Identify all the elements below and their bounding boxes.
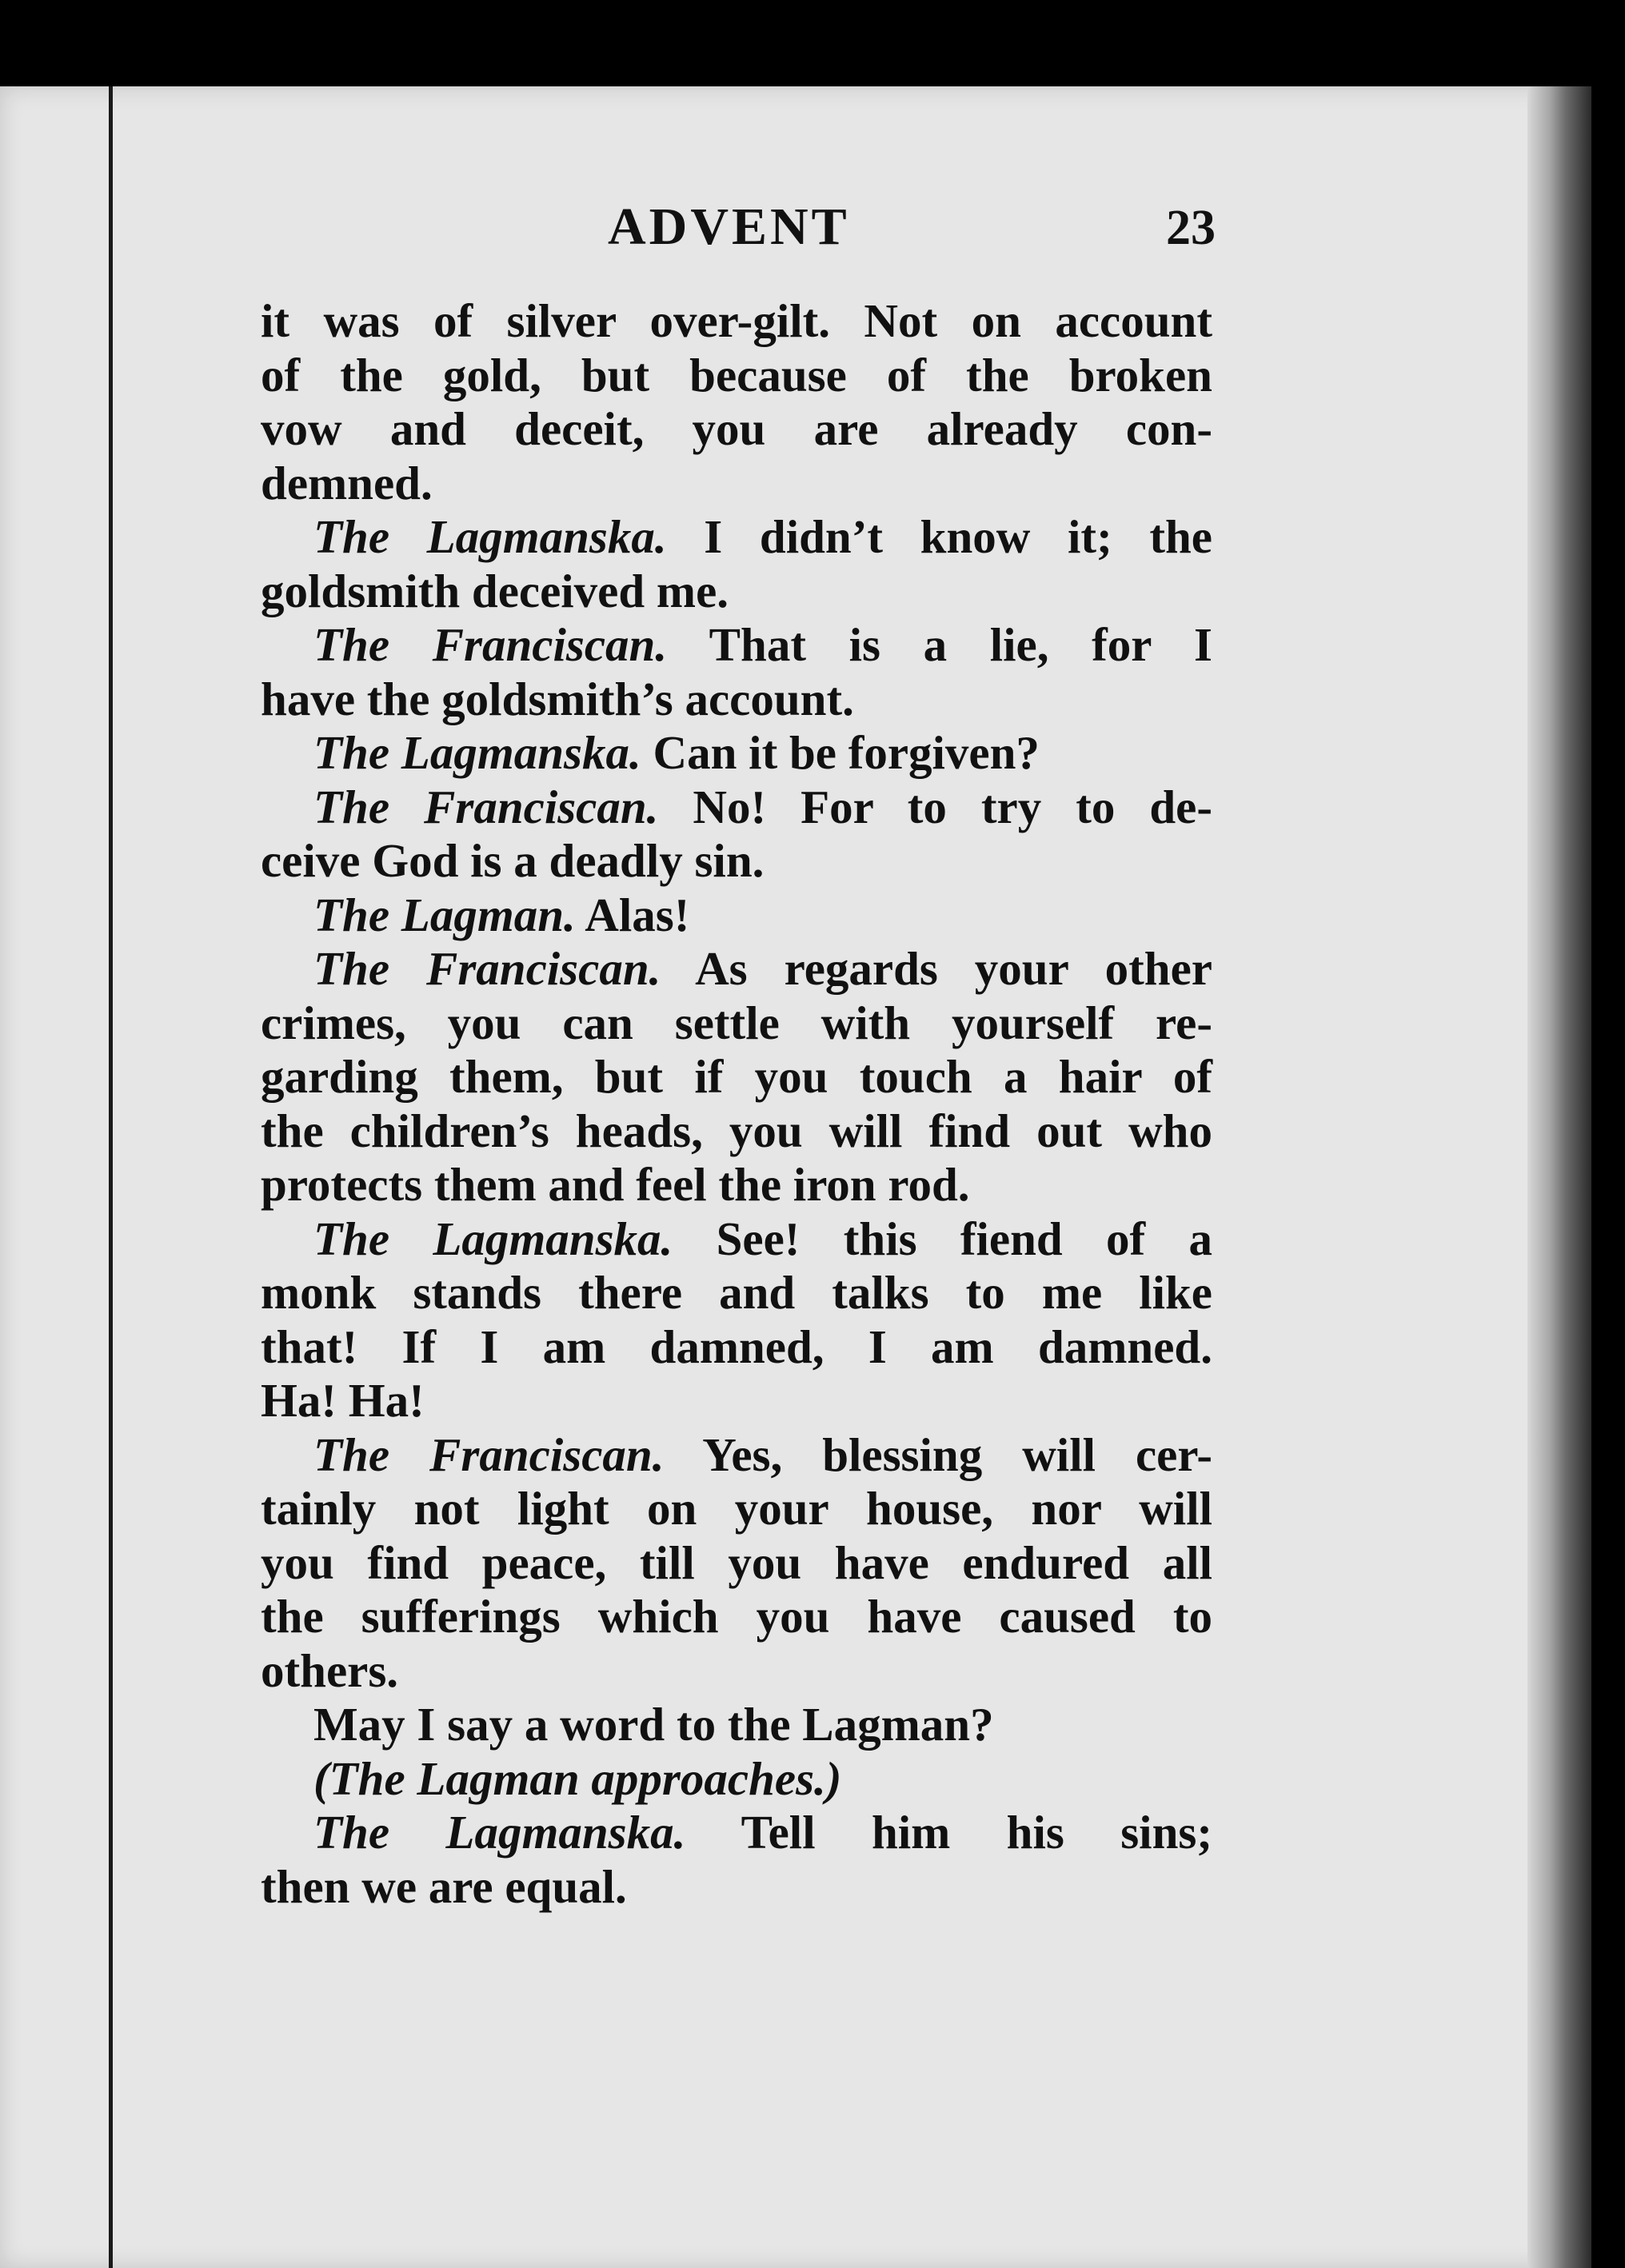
- speech-line: The Lagmanska. See! this fiend of a: [313, 1212, 1212, 1265]
- speech-line: The Franciscan. No! For to try to de-: [313, 780, 1212, 833]
- speech-line: The Lagman. Alas!: [313, 888, 690, 941]
- text-line: Ha! Ha!: [261, 1374, 425, 1427]
- page-number: 23: [1166, 201, 1216, 255]
- text-line: the children’s heads, you will find out who: [261, 1104, 1212, 1157]
- speech-line: The Franciscan. As regards your other: [313, 942, 1212, 995]
- speaker-name: The Lagmanska.: [313, 510, 667, 563]
- text-line: ceive God is a deadly sin.: [261, 834, 765, 887]
- speaker-name: The Lagmanska.: [313, 1806, 686, 1859]
- text-line: that! If I am damned, I am damned.: [261, 1320, 1212, 1373]
- text-line: it was of silver over-gilt. Not on account: [261, 294, 1212, 347]
- speaker-name: The Franciscan.: [313, 942, 661, 995]
- text-line: goldsmith deceived me.: [261, 564, 729, 617]
- speaker-name: The Lagmanska.: [313, 726, 641, 779]
- page-edge-shadow: [1527, 86, 1591, 2268]
- body-text: [261, 294, 1212, 1914]
- text-line: protects them and feel the iron rod.: [261, 1158, 970, 1211]
- speech-line: The Franciscan. Yes, blessing will cer-: [313, 1427, 1212, 1481]
- text-line: garding them, but if you touch a hair of: [261, 1050, 1212, 1103]
- left-margin-rule: [109, 86, 113, 2268]
- stage-direction: (The Lagman approaches.): [313, 1751, 842, 1805]
- speech-line: The Franciscan. That is a lie, for I: [313, 618, 1212, 671]
- text-line: then we are equal.: [261, 1859, 627, 1913]
- text-line: others.: [261, 1643, 399, 1697]
- speech-line: The Lagmanska. Can it be forgiven?: [313, 726, 1040, 779]
- text-line: crimes, you can settle with yourself re-: [261, 996, 1212, 1049]
- running-title: ADVENT: [608, 198, 850, 256]
- speaker-name: The Franciscan.: [313, 780, 659, 833]
- text-line: monk stands there and talks to me like: [261, 1266, 1212, 1319]
- text-line: the sufferings which you have caused to: [261, 1590, 1212, 1643]
- text-line: vow and deceit, you are already con-: [261, 402, 1212, 455]
- speaker-name: The Franciscan.: [313, 1427, 665, 1481]
- speech-line: The Lagmanska. I didn’t know it; the: [313, 510, 1212, 563]
- speaker-name: The Franciscan.: [313, 618, 668, 671]
- speech-line: The Lagmanska. Tell him his sins;: [313, 1806, 1212, 1859]
- text-line: have the goldsmith’s account.: [261, 672, 854, 725]
- speaker-name: The Lagmanska.: [313, 1212, 673, 1265]
- text-line: demned.: [261, 456, 433, 509]
- text-line: tainly not light on your house, nor will: [261, 1482, 1212, 1535]
- page-header: [264, 197, 1216, 269]
- text-line: of the gold, but because of the broken: [261, 348, 1212, 401]
- text-line: May I say a word to the Lagman?: [313, 1698, 994, 1751]
- text-line: you find peace, till you have endured all: [261, 1535, 1212, 1589]
- speaker-name: The Lagman.: [313, 888, 576, 941]
